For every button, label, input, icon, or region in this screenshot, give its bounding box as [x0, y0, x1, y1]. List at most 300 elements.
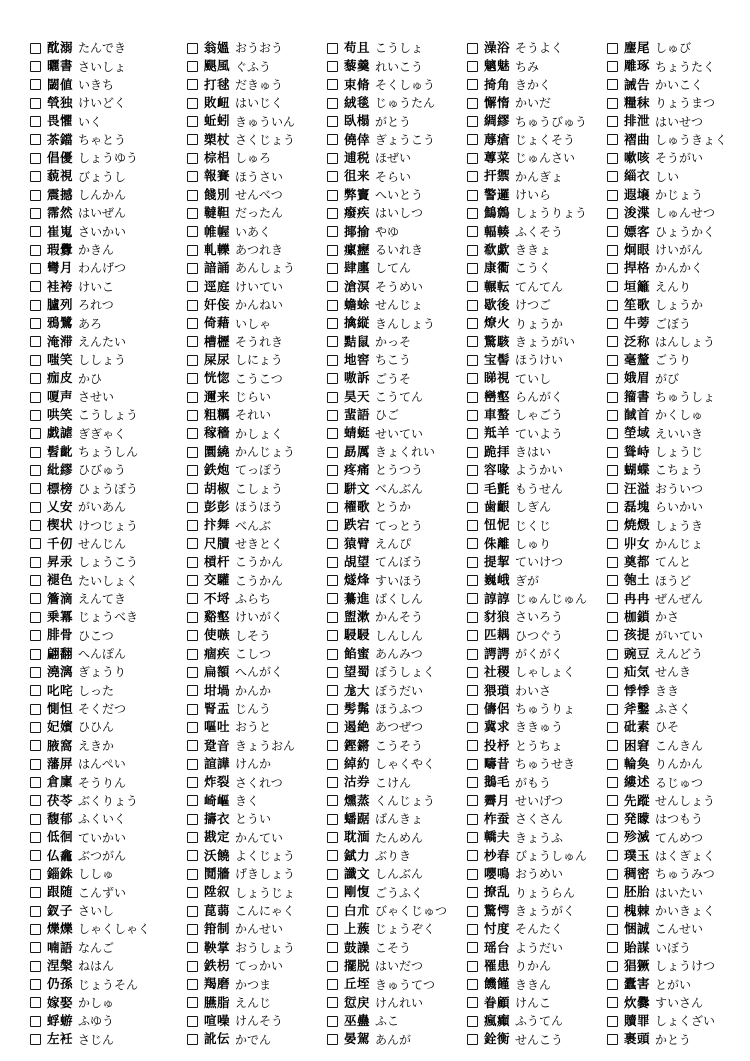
- checkbox[interactable]: [327, 79, 338, 90]
- checkbox[interactable]: [30, 814, 41, 825]
- checkbox[interactable]: [30, 667, 41, 678]
- checkbox[interactable]: [30, 373, 41, 384]
- checkbox[interactable]: [607, 43, 618, 54]
- checkbox[interactable]: [187, 465, 198, 476]
- checkbox[interactable]: [467, 869, 478, 880]
- checkbox[interactable]: [30, 887, 41, 898]
- checkbox[interactable]: [467, 538, 478, 549]
- checkbox[interactable]: [467, 410, 478, 421]
- checkbox[interactable]: [327, 961, 338, 972]
- checkbox[interactable]: [327, 777, 338, 788]
- checkbox[interactable]: [187, 520, 198, 531]
- checkbox[interactable]: [467, 61, 478, 72]
- checkbox[interactable]: [607, 447, 618, 458]
- checkbox[interactable]: [607, 575, 618, 586]
- checkbox[interactable]: [607, 759, 618, 770]
- checkbox[interactable]: [327, 410, 338, 421]
- checkbox[interactable]: [187, 869, 198, 880]
- checkbox[interactable]: [187, 43, 198, 54]
- checkbox[interactable]: [607, 336, 618, 347]
- checkbox[interactable]: [327, 281, 338, 292]
- checkbox[interactable]: [327, 98, 338, 109]
- checkbox[interactable]: [187, 906, 198, 917]
- checkbox[interactable]: [607, 630, 618, 641]
- checkbox[interactable]: [187, 336, 198, 347]
- checkbox[interactable]: [607, 942, 618, 953]
- checkbox[interactable]: [607, 704, 618, 715]
- checkbox[interactable]: [467, 43, 478, 54]
- checkbox[interactable]: [187, 318, 198, 329]
- checkbox[interactable]: [30, 557, 41, 568]
- checkbox[interactable]: [327, 612, 338, 623]
- checkbox[interactable]: [467, 263, 478, 274]
- checkbox[interactable]: [327, 906, 338, 917]
- checkbox[interactable]: [187, 428, 198, 439]
- checkbox[interactable]: [187, 373, 198, 384]
- checkbox[interactable]: [607, 281, 618, 292]
- checkbox[interactable]: [327, 116, 338, 127]
- checkbox[interactable]: [467, 667, 478, 678]
- checkbox[interactable]: [30, 171, 41, 182]
- checkbox[interactable]: [30, 208, 41, 219]
- checkbox[interactable]: [467, 777, 478, 788]
- checkbox[interactable]: [467, 850, 478, 861]
- checkbox[interactable]: [607, 538, 618, 549]
- checkbox[interactable]: [30, 98, 41, 109]
- checkbox[interactable]: [327, 226, 338, 237]
- checkbox[interactable]: [467, 906, 478, 917]
- checkbox[interactable]: [30, 465, 41, 476]
- kanji-word: 奠都: [624, 553, 651, 569]
- checkbox[interactable]: [187, 355, 198, 366]
- kanji-word: 坩堝: [204, 682, 231, 698]
- checkbox[interactable]: [30, 43, 41, 54]
- checkbox[interactable]: [187, 281, 198, 292]
- checkbox[interactable]: [30, 685, 41, 696]
- checkbox[interactable]: [30, 428, 41, 439]
- checkbox[interactable]: [187, 979, 198, 990]
- checkbox[interactable]: [327, 153, 338, 164]
- checkbox[interactable]: [607, 1016, 618, 1027]
- checkbox[interactable]: [327, 593, 338, 604]
- checkbox[interactable]: [30, 410, 41, 421]
- checkbox[interactable]: [327, 704, 338, 715]
- checkbox[interactable]: [30, 226, 41, 237]
- checkbox[interactable]: [327, 483, 338, 494]
- checkbox[interactable]: [467, 355, 478, 366]
- checkbox[interactable]: [607, 245, 618, 256]
- checkbox[interactable]: [187, 538, 198, 549]
- kana-reading: ほうふつ: [375, 702, 424, 717]
- checkbox[interactable]: [467, 685, 478, 696]
- checkbox[interactable]: [327, 1016, 338, 1027]
- checkbox[interactable]: [607, 355, 618, 366]
- checkbox[interactable]: [607, 520, 618, 531]
- checkbox[interactable]: [187, 300, 198, 311]
- checkbox[interactable]: [467, 649, 478, 660]
- checkbox[interactable]: [30, 704, 41, 715]
- checkbox[interactable]: [607, 300, 618, 311]
- checkbox[interactable]: [187, 850, 198, 861]
- kanji-word: 豺狼: [484, 609, 511, 625]
- checkbox[interactable]: [187, 795, 198, 806]
- checkbox[interactable]: [607, 116, 618, 127]
- checkbox[interactable]: [607, 226, 618, 237]
- checkbox[interactable]: [187, 997, 198, 1008]
- checkbox[interactable]: [187, 1016, 198, 1027]
- checkbox[interactable]: [30, 979, 41, 990]
- checkbox[interactable]: [607, 667, 618, 678]
- checkbox[interactable]: [607, 208, 618, 219]
- checkbox[interactable]: [607, 428, 618, 439]
- checkbox[interactable]: [187, 226, 198, 237]
- checkbox[interactable]: [30, 795, 41, 806]
- checkbox[interactable]: [30, 906, 41, 917]
- checkbox[interactable]: [607, 410, 618, 421]
- checkbox[interactable]: [327, 245, 338, 256]
- checkbox[interactable]: [30, 740, 41, 751]
- checkbox[interactable]: [467, 373, 478, 384]
- checkbox[interactable]: [607, 685, 618, 696]
- checkbox[interactable]: [30, 447, 41, 458]
- checkbox[interactable]: [607, 465, 618, 476]
- checkbox[interactable]: [327, 263, 338, 274]
- kanji-word: 歯齦: [484, 498, 511, 514]
- checkbox[interactable]: [187, 759, 198, 770]
- checkbox[interactable]: [327, 814, 338, 825]
- checkbox[interactable]: [327, 318, 338, 329]
- checkbox[interactable]: [467, 704, 478, 715]
- checkbox[interactable]: [607, 318, 618, 329]
- kanji-word: 棕梠: [204, 150, 231, 166]
- kana-reading: とうか: [375, 500, 412, 515]
- checkbox[interactable]: [30, 777, 41, 788]
- checkbox[interactable]: [607, 483, 618, 494]
- kanji-word: 跪拝: [484, 443, 511, 459]
- checkbox[interactable]: [327, 502, 338, 513]
- checkbox[interactable]: [467, 593, 478, 604]
- checkbox[interactable]: [607, 961, 618, 972]
- checkbox[interactable]: [30, 281, 41, 292]
- checkbox[interactable]: [327, 300, 338, 311]
- checkbox[interactable]: [187, 447, 198, 458]
- checkbox[interactable]: [467, 942, 478, 953]
- checkbox[interactable]: [607, 392, 618, 403]
- checkbox[interactable]: [327, 740, 338, 751]
- checkbox[interactable]: [187, 667, 198, 678]
- checkbox[interactable]: [607, 593, 618, 604]
- checkbox[interactable]: [30, 924, 41, 935]
- checkbox[interactable]: [327, 722, 338, 733]
- checkbox[interactable]: [607, 795, 618, 806]
- checkbox[interactable]: [327, 447, 338, 458]
- checkbox[interactable]: [327, 942, 338, 953]
- checkbox[interactable]: [607, 171, 618, 182]
- checkbox[interactable]: [467, 483, 478, 494]
- checkbox[interactable]: [187, 263, 198, 274]
- checkbox[interactable]: [30, 520, 41, 531]
- checkbox[interactable]: [187, 814, 198, 825]
- checkbox[interactable]: [467, 979, 478, 990]
- checkbox[interactable]: [607, 850, 618, 861]
- checkbox[interactable]: [467, 98, 478, 109]
- checkbox[interactable]: [187, 483, 198, 494]
- checkbox[interactable]: [187, 392, 198, 403]
- checkbox[interactable]: [30, 355, 41, 366]
- checkbox[interactable]: [327, 869, 338, 880]
- checkbox[interactable]: [467, 924, 478, 935]
- checkbox[interactable]: [187, 924, 198, 935]
- checkbox[interactable]: [30, 612, 41, 623]
- kanji-word: 忸怩: [484, 517, 511, 533]
- checkbox[interactable]: [327, 373, 338, 384]
- checkbox[interactable]: [607, 832, 618, 843]
- checkbox[interactable]: [607, 79, 618, 90]
- checkbox[interactable]: [467, 190, 478, 201]
- checkbox[interactable]: [30, 942, 41, 953]
- checkbox[interactable]: [30, 483, 41, 494]
- checkbox[interactable]: [327, 61, 338, 72]
- checkbox[interactable]: [327, 190, 338, 201]
- checkbox[interactable]: [607, 190, 618, 201]
- checkbox[interactable]: [467, 759, 478, 770]
- checkbox[interactable]: [327, 171, 338, 182]
- kanji-word: 焼燬: [624, 517, 651, 533]
- checkbox[interactable]: [467, 961, 478, 972]
- checkbox[interactable]: [30, 538, 41, 549]
- kana-reading: ようかい: [515, 463, 564, 478]
- checkbox[interactable]: [30, 502, 41, 513]
- checkbox[interactable]: [30, 1034, 41, 1045]
- checkbox[interactable]: [467, 630, 478, 641]
- checkbox[interactable]: [327, 355, 338, 366]
- checkbox[interactable]: [30, 61, 41, 72]
- checkbox[interactable]: [327, 575, 338, 586]
- checkbox[interactable]: [187, 887, 198, 898]
- checkbox[interactable]: [467, 740, 478, 751]
- checkbox[interactable]: [467, 208, 478, 219]
- checkbox[interactable]: [187, 740, 198, 751]
- checkbox[interactable]: [187, 190, 198, 201]
- checkbox[interactable]: [467, 557, 478, 568]
- checkbox[interactable]: [327, 979, 338, 990]
- checkbox[interactable]: [327, 43, 338, 54]
- checkbox[interactable]: [607, 373, 618, 384]
- checkbox[interactable]: [467, 300, 478, 311]
- checkbox[interactable]: [187, 777, 198, 788]
- checkbox[interactable]: [607, 777, 618, 788]
- checkbox[interactable]: [327, 134, 338, 145]
- checkbox[interactable]: [327, 520, 338, 531]
- list-item: [467, 773, 607, 791]
- checkbox[interactable]: [327, 850, 338, 861]
- list-item: [187, 1030, 327, 1048]
- checkbox[interactable]: [187, 557, 198, 568]
- checkbox[interactable]: [467, 171, 478, 182]
- checkbox[interactable]: [327, 924, 338, 935]
- checkbox[interactable]: [467, 575, 478, 586]
- list-item: [30, 847, 187, 865]
- checkbox[interactable]: [187, 171, 198, 182]
- checkbox[interactable]: [327, 630, 338, 641]
- checkbox[interactable]: [607, 134, 618, 145]
- checkbox[interactable]: [30, 318, 41, 329]
- checkbox[interactable]: [327, 336, 338, 347]
- checkbox[interactable]: [30, 153, 41, 164]
- checkbox[interactable]: [30, 593, 41, 604]
- checkbox[interactable]: [30, 1016, 41, 1027]
- kana-reading: こけん: [375, 775, 412, 790]
- checkbox[interactable]: [467, 795, 478, 806]
- checkbox[interactable]: [467, 318, 478, 329]
- checkbox[interactable]: [30, 649, 41, 660]
- kanji-word: 炯眼: [624, 241, 651, 257]
- checkbox[interactable]: [187, 410, 198, 421]
- checkbox[interactable]: [30, 832, 41, 843]
- checkbox[interactable]: [467, 134, 478, 145]
- checkbox[interactable]: [187, 116, 198, 127]
- checkbox[interactable]: [30, 116, 41, 127]
- checkbox[interactable]: [30, 722, 41, 733]
- checkbox[interactable]: [327, 465, 338, 476]
- checkbox[interactable]: [607, 979, 618, 990]
- checkbox[interactable]: [187, 612, 198, 623]
- list-item: [187, 645, 327, 663]
- checkbox[interactable]: [327, 887, 338, 898]
- checkbox[interactable]: [30, 575, 41, 586]
- checkbox[interactable]: [607, 1034, 618, 1045]
- checkbox[interactable]: [30, 263, 41, 274]
- checkbox[interactable]: [187, 685, 198, 696]
- checkbox[interactable]: [327, 392, 338, 403]
- checkbox[interactable]: [607, 887, 618, 898]
- checkbox[interactable]: [30, 759, 41, 770]
- checkbox[interactable]: [467, 997, 478, 1008]
- checkbox[interactable]: [30, 79, 41, 90]
- kanji-word: 遏絶: [344, 719, 371, 735]
- checkbox[interactable]: [187, 630, 198, 641]
- checkbox[interactable]: [467, 226, 478, 237]
- checkbox[interactable]: [607, 557, 618, 568]
- checkbox[interactable]: [327, 685, 338, 696]
- checkbox[interactable]: [607, 98, 618, 109]
- checkbox[interactable]: [30, 190, 41, 201]
- checkbox[interactable]: [467, 722, 478, 733]
- checkbox[interactable]: [327, 997, 338, 1008]
- checkbox[interactable]: [467, 465, 478, 476]
- checkbox[interactable]: [327, 649, 338, 660]
- checkbox[interactable]: [187, 575, 198, 586]
- checkbox[interactable]: [607, 612, 618, 623]
- checkbox[interactable]: [607, 997, 618, 1008]
- checkbox[interactable]: [30, 245, 41, 256]
- checkbox[interactable]: [607, 722, 618, 733]
- checkbox[interactable]: [467, 245, 478, 256]
- checkbox[interactable]: [467, 1016, 478, 1027]
- checkbox[interactable]: [327, 795, 338, 806]
- checkbox[interactable]: [187, 134, 198, 145]
- checkbox[interactable]: [30, 630, 41, 641]
- checkbox[interactable]: [607, 61, 618, 72]
- checkbox[interactable]: [607, 924, 618, 935]
- checkbox[interactable]: [187, 942, 198, 953]
- checkbox[interactable]: [607, 263, 618, 274]
- checkbox[interactable]: [187, 79, 198, 90]
- checkbox[interactable]: [327, 1034, 338, 1045]
- checkbox[interactable]: [187, 1034, 198, 1045]
- checkbox[interactable]: [187, 153, 198, 164]
- checkbox[interactable]: [30, 997, 41, 1008]
- checkbox[interactable]: [187, 722, 198, 733]
- checkbox[interactable]: [187, 649, 198, 660]
- list-item: [327, 847, 467, 865]
- checkbox[interactable]: [467, 116, 478, 127]
- checkbox[interactable]: [187, 502, 198, 513]
- checkbox[interactable]: [187, 208, 198, 219]
- checkbox[interactable]: [30, 961, 41, 972]
- kanji-word: 豌豆: [624, 645, 651, 661]
- checkbox[interactable]: [30, 134, 41, 145]
- checkbox[interactable]: [30, 392, 41, 403]
- checkbox[interactable]: [467, 447, 478, 458]
- checkbox[interactable]: [30, 300, 41, 311]
- checkbox[interactable]: [467, 612, 478, 623]
- checkbox[interactable]: [467, 520, 478, 531]
- kana-reading: じょうべき: [78, 610, 139, 625]
- checkbox[interactable]: [187, 961, 198, 972]
- checkbox[interactable]: [187, 245, 198, 256]
- checkbox[interactable]: [30, 850, 41, 861]
- checkbox[interactable]: [327, 208, 338, 219]
- checkbox[interactable]: [467, 887, 478, 898]
- kana-reading: ききょ: [515, 243, 552, 258]
- checkbox[interactable]: [30, 869, 41, 880]
- checkbox[interactable]: [187, 98, 198, 109]
- checkbox[interactable]: [607, 502, 618, 513]
- checkbox[interactable]: [467, 814, 478, 825]
- checkbox[interactable]: [327, 428, 338, 439]
- checkbox[interactable]: [327, 667, 338, 678]
- checkbox[interactable]: [467, 79, 478, 90]
- checkbox[interactable]: [467, 832, 478, 843]
- checkbox[interactable]: [327, 538, 338, 549]
- checkbox[interactable]: [187, 832, 198, 843]
- checkbox[interactable]: [607, 906, 618, 917]
- checkbox[interactable]: [467, 281, 478, 292]
- checkbox[interactable]: [607, 814, 618, 825]
- checkbox[interactable]: [327, 832, 338, 843]
- checkbox[interactable]: [327, 759, 338, 770]
- checkbox[interactable]: [467, 153, 478, 164]
- checkbox[interactable]: [467, 392, 478, 403]
- checkbox[interactable]: [467, 502, 478, 513]
- checkbox[interactable]: [30, 336, 41, 347]
- checkbox[interactable]: [607, 649, 618, 660]
- checkbox[interactable]: [327, 557, 338, 568]
- checkbox[interactable]: [187, 61, 198, 72]
- checkbox[interactable]: [467, 428, 478, 439]
- checkbox[interactable]: [467, 1034, 478, 1045]
- checkbox[interactable]: [607, 869, 618, 880]
- checkbox[interactable]: [467, 336, 478, 347]
- checkbox[interactable]: [607, 740, 618, 751]
- list-item: [327, 149, 467, 167]
- checkbox[interactable]: [607, 153, 618, 164]
- kanji-word: 槽櫪: [204, 333, 231, 349]
- checkbox[interactable]: [187, 704, 198, 715]
- checkbox[interactable]: [187, 593, 198, 604]
- list-item: [187, 516, 327, 534]
